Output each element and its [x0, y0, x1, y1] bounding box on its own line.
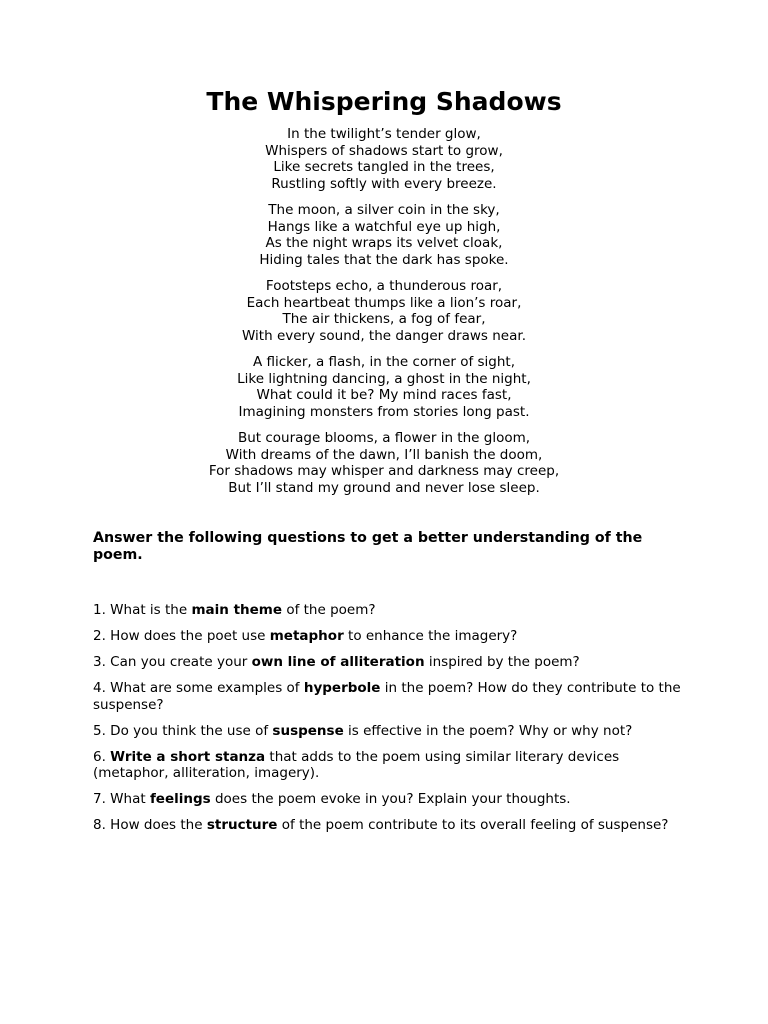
question-keyword: main theme [191, 602, 283, 618]
poem-line: The air thickens, a fog of fear, [282, 311, 486, 327]
poem-stanza [0, 126, 768, 192]
poem-line: As the night wraps its velvet cloak, [265, 235, 503, 251]
poem-stanza [0, 354, 768, 420]
poem-body [0, 126, 768, 506]
question-text: 3. Can you create your [93, 654, 252, 670]
poem-title: The Whispering Shadows [206, 87, 562, 116]
poem-line: The moon, a silver coin in the sky, [268, 202, 500, 218]
poem-line: A flicker, a flash, in the corner of sight, [252, 354, 516, 370]
question-item [93, 749, 683, 782]
question-item [93, 817, 683, 834]
poem-line: Like lightning dancing, a ghost in the night, [237, 370, 531, 387]
poem-line: But courage blooms, a flower in the gloom, [237, 430, 531, 446]
poem-line: For shadows may whisper and darkness may creep, [208, 463, 560, 479]
poem-line: But I’ll stand my ground and never lose sleep. [228, 479, 540, 496]
question-text: is effective in the poem? Why or why not? [343, 722, 633, 739]
poem-line: What could it be? My mind races fast, [256, 387, 512, 403]
question-item [93, 628, 683, 645]
poem-line: In the twilight’s tender glow, [287, 126, 481, 142]
question-keyword: own line of alliteration [251, 654, 425, 670]
question-text: 4. What are some examples of [93, 680, 304, 696]
poem-line: Each heartbeat thumps like a lion’s roar, [246, 294, 522, 311]
question-text: 5. Do you think the use of [93, 722, 273, 739]
question-keyword: structure [206, 817, 278, 833]
question-item [93, 791, 683, 808]
question-text: of the poem? [282, 602, 376, 618]
poem-line: Rustling softly with every breeze. [271, 175, 497, 192]
poem-stanza [0, 278, 768, 344]
question-item [93, 723, 683, 740]
poem-line: With every sound, the danger draws near. [242, 327, 526, 344]
question-text: 7. What [93, 791, 150, 807]
question-text: 1. What is the [93, 602, 192, 618]
poem-line: Whispers of shadows start to grow, [265, 142, 503, 159]
poem-line: Hiding tales that the dark has spoke. [259, 251, 509, 268]
question-text: does the poem evoke in you? Explain your thoughts. [210, 791, 571, 807]
question-item [93, 602, 683, 619]
question-keyword: Write a short stanza [110, 748, 266, 765]
question-text: 6. [93, 748, 111, 765]
question-keyword: metaphor [269, 628, 344, 644]
poem-line: Like secrets tangled in the trees, [273, 159, 495, 175]
poem-line: Footsteps echo, a thunderous roar, [265, 278, 503, 294]
poem-line: With dreams of the dawn, I’ll banish the doom, [225, 446, 543, 463]
poem-line: Hangs like a watchful eye up high, [267, 218, 501, 235]
poem-stanza [0, 430, 768, 496]
poem-stanza [0, 202, 768, 268]
poem-line: Imagining monsters from stories long past. [238, 403, 530, 420]
question-text: inspired by the poem? [424, 654, 580, 670]
question-text: to enhance the imagery? [343, 628, 518, 644]
question-text: of the poem contribute to its overall feeling of suspense? [277, 817, 669, 833]
question-text: that adds to the poem using similar literary devices (metaphor, alliteration, imagery). [93, 748, 620, 781]
question-text: 2. How does the poet use [93, 628, 270, 644]
question-text: in the poem? How do they contribute to the suspense? [93, 680, 681, 713]
question-text: 8. How does the [93, 817, 207, 833]
question-list [93, 602, 683, 843]
question-item [93, 680, 683, 713]
question-keyword: suspense [272, 722, 344, 739]
question-keyword: hyperbole [303, 680, 381, 696]
instructions-heading: Answer the following questions to get a better understanding of the poem. [93, 530, 643, 563]
question-keyword: feelings [149, 791, 211, 807]
question-item [93, 654, 683, 671]
